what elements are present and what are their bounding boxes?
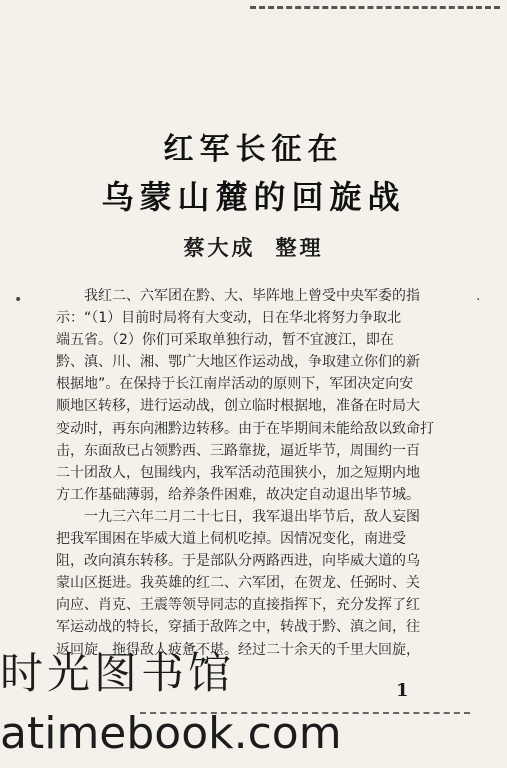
paragraph-line: 变动时，再东向湘黔边转移。由于在毕期间未能给敌以致命打: [56, 420, 434, 437]
paragraph-line: 击，东面敌已占领黔西、三路靠拢，逼近毕节，周围约一百: [56, 442, 420, 459]
title-line-2: 乌蒙山麓的回旋战: [101, 178, 406, 216]
page-number: 1: [396, 680, 409, 701]
paragraph-line: 端五省。（2）你们可采取单独行动，暂不宜渡江，即在: [56, 332, 394, 349]
paragraph-line: 军运动战的特长，穿插于敌阵之中，转战于黔、滇之间，往: [56, 619, 420, 636]
top-dashed-rule: [250, 6, 500, 9]
paragraph-line: 阻，改向滇东转移。于是部队分两路西进，向毕威大道的乌: [56, 553, 420, 570]
paragraph-line: 根据地”。在保持于长江南岸活动的原则下，军团决定向安: [56, 376, 414, 393]
paragraph-line: 黔、滇、川、湘、鄂广大地区作运动战，争取建立你们的新: [56, 354, 420, 371]
paragraph-line: 蒙山区挺进。我英雄的红二、六军团，在贺龙、任弼时、关: [56, 575, 420, 592]
paragraph-line: 示：“（1）目前时局将有大变动，日在华北将努力争取北: [56, 310, 402, 327]
title-line-1: 红军长征在: [163, 132, 344, 167]
margin-speck: •: [14, 292, 23, 308]
author-name: 蔡大成: [183, 235, 256, 260]
author-line: [0, 232, 507, 262]
paragraph-line: 二十团敌人，包围线内，我军活动范围狭小，加之短期内地: [56, 464, 420, 481]
paragraph-line: 返回旋，拖得敌人疲惫不堪。经过二十余天的千里大回旋，: [56, 641, 420, 658]
paragraph-line: 我红二、六军团在黔、大、毕阵地上曾受中央军委的指: [84, 288, 420, 304]
author-role: 整理: [275, 235, 324, 260]
paragraph-line: 顺地区转移，进行运动战，创立临时根据地，准备在时局大: [56, 398, 420, 415]
paragraph-line: 向应、肖克、王震等领导同志的直接指挥下，充分发挥了红: [56, 597, 420, 614]
watermark-url: atimebook.com: [0, 708, 342, 759]
paragraph-line: 一九三六年二月二十七日，我军退出毕节后，敌人妄图: [84, 508, 420, 525]
paragraph-line: 把我军围困在毕威大道上伺机吃掉。因情况变化，南进受: [56, 531, 406, 548]
body-text: [56, 285, 451, 661]
paragraph-line: 方工作基础薄弱，给养条件困难，故决定自动退出毕节城。: [56, 486, 420, 503]
margin-speck: ·: [476, 292, 481, 308]
watermark-chinese: 时光图书馆: [0, 649, 235, 699]
